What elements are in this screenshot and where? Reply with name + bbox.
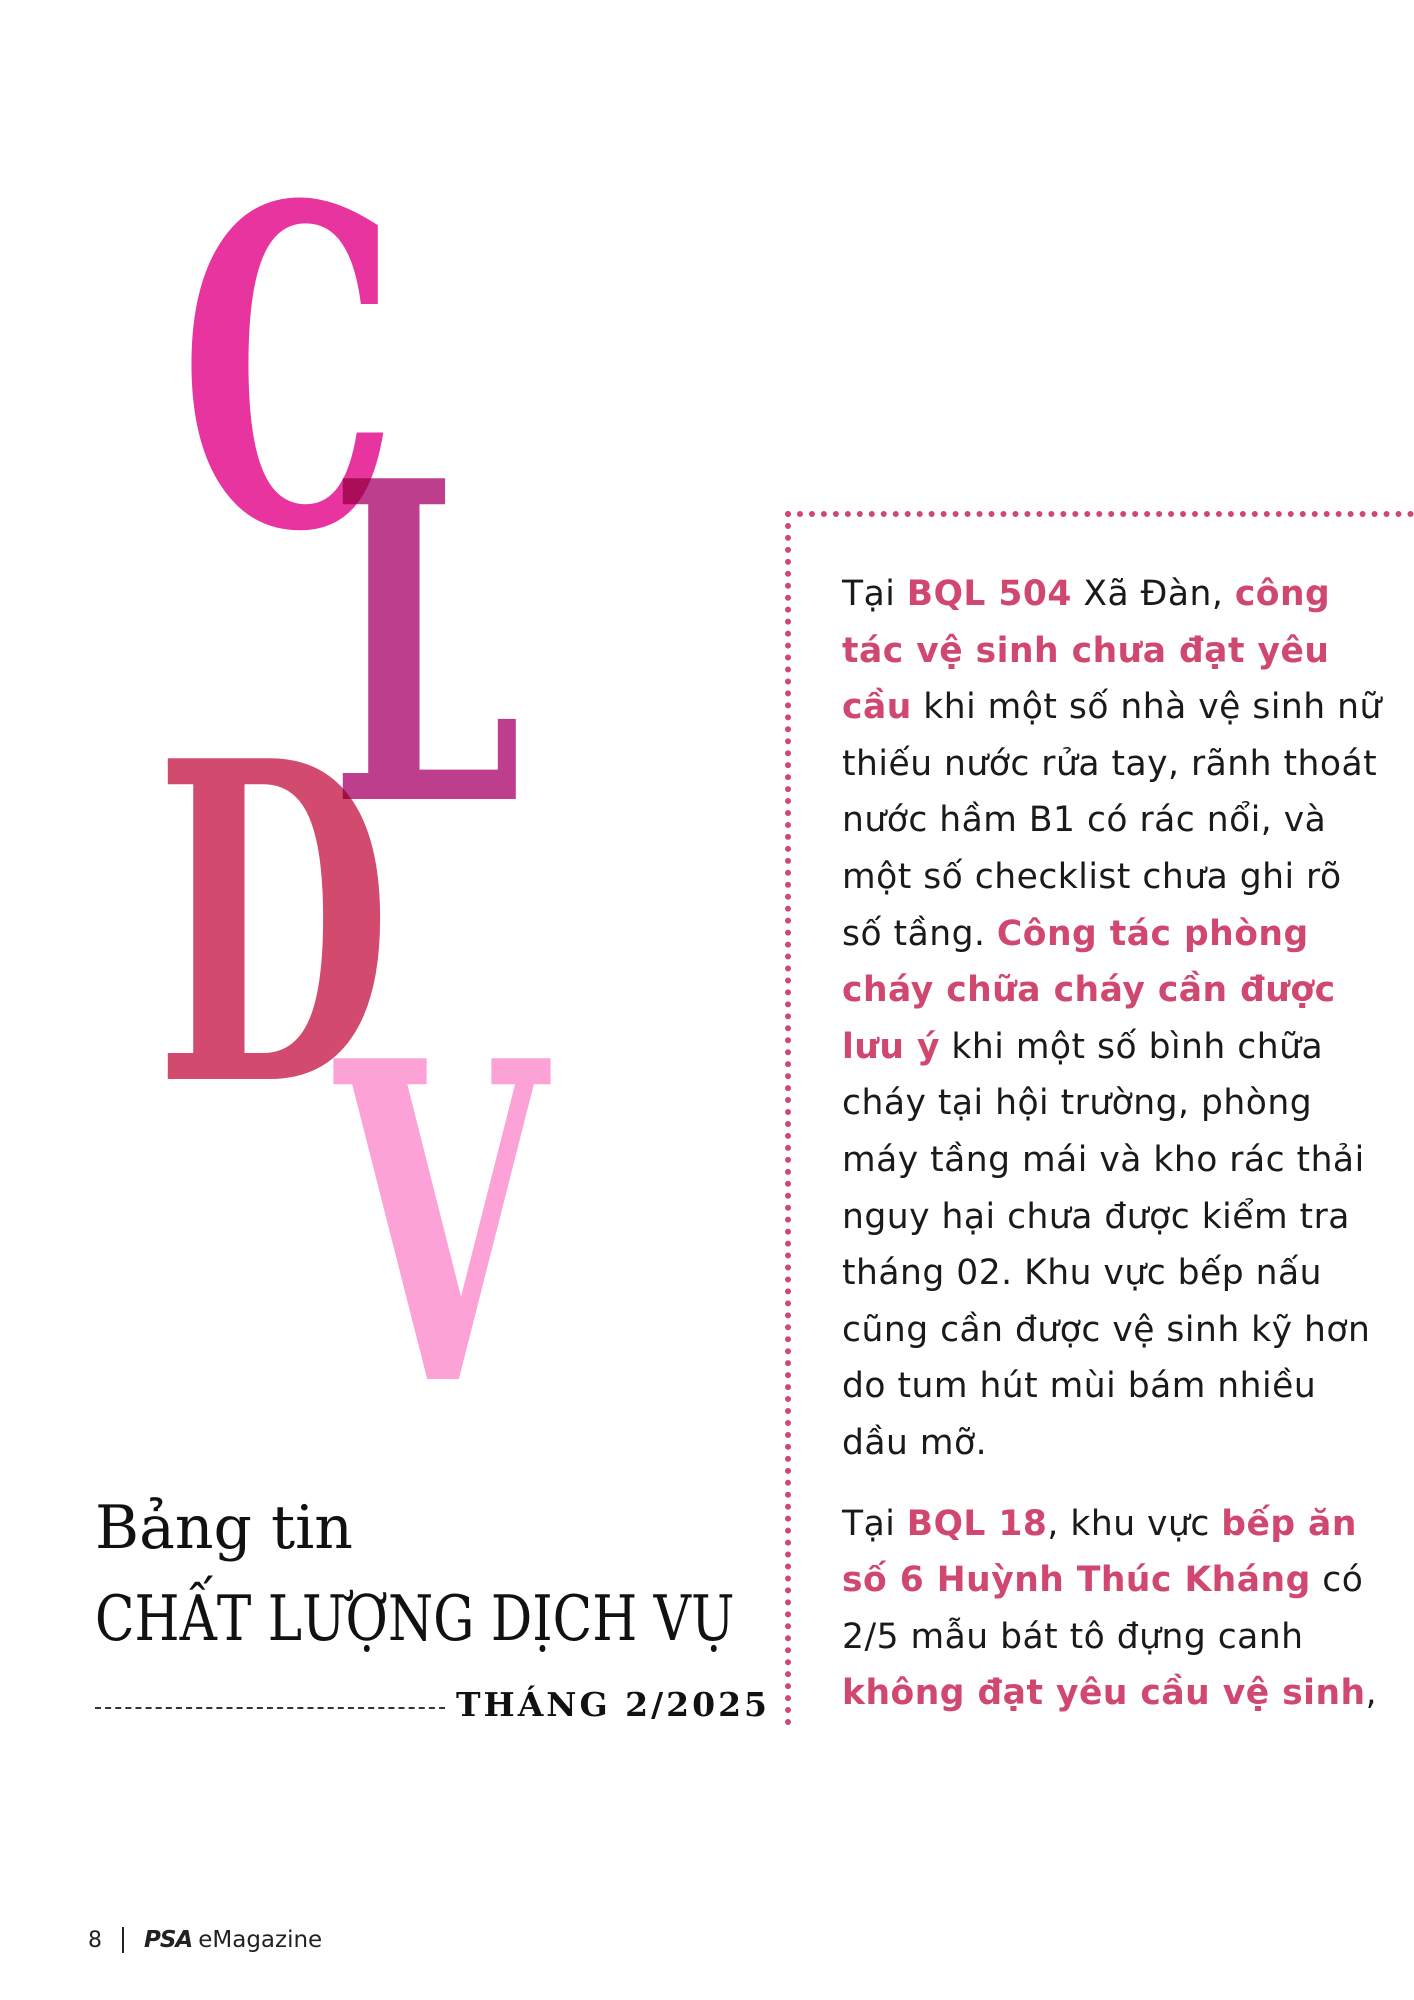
title-line-bang-tin: Bảng tin xyxy=(95,1493,353,1563)
page-title xyxy=(95,1495,775,1657)
decorative-letter-v: V xyxy=(335,966,547,1483)
body-text: khi một số nhà vệ sinh nữ thiếu nước rửa tay, rãnh thoát nước hầm B1 có rác nổi, và một số checklist chưa ghi rõ số tầng. xyxy=(842,687,1382,954)
publication-name: eMagazine xyxy=(198,1927,323,1953)
page-number: 8 xyxy=(88,1927,102,1953)
highlighted-text: công tác vệ sinh chưa đạt yêu cầu xyxy=(842,574,1331,728)
body-text: có 2/5 mẫu bát tô đựng canh xyxy=(842,1560,1364,1657)
page-footer xyxy=(88,1920,322,1960)
highlighted-text: Công tác phòng cháy chữa cháy cần được lưu ý xyxy=(842,913,1336,1067)
body-text: khi một số bình chữa cháy tại hội trường, phòng máy tầng mái và kho rác thải nguy hại chưa được kiểm tra tháng 02. Khu vực bếp nấu cũng cần được vệ sinh kỹ hơn do tum hút mùi bám nhiều dầu mỡ. xyxy=(842,1026,1371,1463)
body-text: , xyxy=(1365,1673,1378,1714)
footer-separator xyxy=(122,1927,124,1953)
highlighted-text: BQL 504 xyxy=(906,574,1072,614)
decorative-letter-d: D xyxy=(155,666,392,1183)
body-text: Xã Đàn, xyxy=(1071,574,1235,614)
dashed-divider xyxy=(95,1707,445,1709)
article-body xyxy=(842,566,1382,1746)
title-line-chat-luong: CHẤT LƯỢNG DỊCH VỤ xyxy=(95,1582,735,1655)
month-label: THÁNG 2/2025 xyxy=(455,1685,770,1724)
dotted-border-left xyxy=(785,511,791,1726)
decorative-letter-l: L xyxy=(330,386,522,903)
body-text: Tại xyxy=(842,574,907,614)
dotted-border-top xyxy=(785,511,1414,517)
body-text: Tại xyxy=(842,1503,907,1544)
article-paragraph-2 xyxy=(842,1496,1382,1722)
article-paragraph-1 xyxy=(842,566,1382,1472)
month-row xyxy=(95,1685,770,1725)
highlighted-text: BQL 18 xyxy=(906,1503,1048,1544)
highlighted-text: bếp ăn số 6 Huỳnh Thúc Kháng xyxy=(842,1503,1357,1601)
decorative-letter-c: C xyxy=(180,111,398,628)
body-text: , khu vực xyxy=(1047,1503,1222,1544)
brand-logo: PSA xyxy=(144,1927,193,1953)
highlighted-text: không đạt yêu cầu vệ sinh xyxy=(842,1673,1366,1714)
